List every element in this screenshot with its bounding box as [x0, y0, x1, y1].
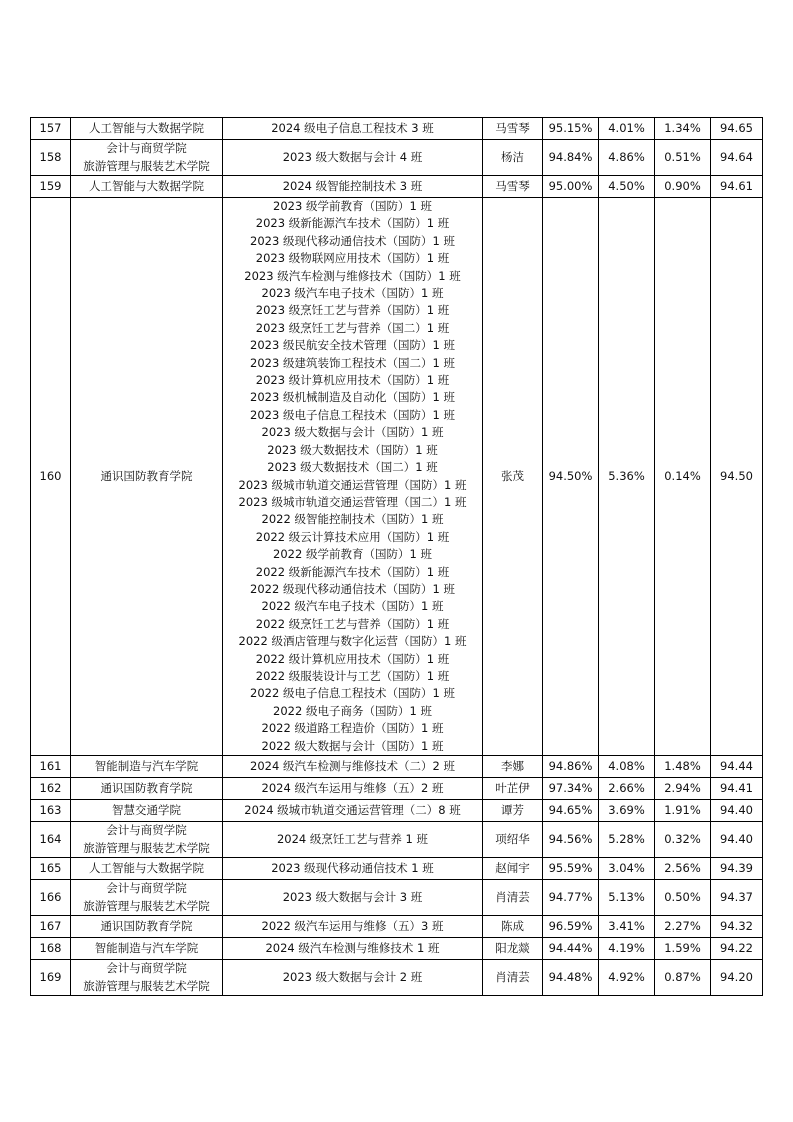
class-cell-line: 2023 级建筑装饰工程技术（国二）1 班 [250, 355, 455, 370]
rate-b-cell: 5.28% [599, 822, 655, 858]
class-cell-line: 2023 级汽车检测与维修技术（国防）1 班 [244, 268, 461, 283]
table-row [31, 756, 763, 778]
college-cell-line: 人工智能与大数据学院 [89, 178, 204, 193]
score-cell: 94.39 [711, 858, 763, 880]
college-cell-line: 智慧交通学院 [112, 802, 181, 817]
rank-cell: 160 [31, 198, 71, 756]
class-cell-line: 2022 级新能源汽车技术（国防）1 班 [255, 564, 450, 579]
class-cell-line: 2024 级汽车检测与维修技术（二）2 班 [250, 758, 455, 773]
class-cell-line: 2024 级智能控制技术 3 班 [282, 178, 423, 193]
rate-a-cell: 95.15% [543, 118, 599, 140]
rate-b-cell: 4.92% [599, 960, 655, 996]
class-cell [223, 800, 483, 822]
table-row [31, 118, 763, 140]
rate-b-cell: 4.19% [599, 938, 655, 960]
rate-b-cell: 4.50% [599, 176, 655, 198]
rate-b-cell: 4.08% [599, 756, 655, 778]
rate-a-cell: 94.44% [543, 938, 599, 960]
rank-cell: 169 [31, 960, 71, 996]
rate-c-cell: 2.56% [655, 858, 711, 880]
table-row [31, 176, 763, 198]
class-cell [223, 756, 483, 778]
college-cell-line: 通识国防教育学院 [100, 780, 193, 795]
class-cell-line: 2023 级大数据与会计 4 班 [282, 149, 423, 164]
class-cell-line: 2023 级大数据与会计（国防）1 班 [261, 425, 444, 440]
class-cell-line: 2022 级智能控制技术（国防）1 班 [261, 512, 444, 527]
college-cell-line: 旅游管理与服装艺术学院 [83, 898, 210, 913]
rank-cell: 166 [31, 880, 71, 916]
rate-c-cell: 1.48% [655, 756, 711, 778]
ranking-table [30, 117, 763, 996]
rate-c-cell: 2.27% [655, 916, 711, 938]
teacher-cell: 赵闻宇 [483, 858, 543, 880]
score-cell: 94.37 [711, 880, 763, 916]
rate-c-cell: 1.91% [655, 800, 711, 822]
college-cell [71, 118, 223, 140]
class-cell-line: 2022 级服装设计与工艺（国防）1 班 [255, 668, 450, 683]
rate-a-cell: 94.56% [543, 822, 599, 858]
rate-c-cell: 0.87% [655, 960, 711, 996]
class-cell-line: 2023 级大数据技术（国二）1 班 [267, 460, 438, 475]
class-cell [223, 858, 483, 880]
table-row [31, 938, 763, 960]
rate-a-cell: 95.00% [543, 176, 599, 198]
college-cell-line: 人工智能与大数据学院 [89, 120, 204, 135]
class-cell-line: 2023 级机械制造及自动化（国防）1 班 [250, 390, 455, 405]
class-cell-line: 2024 级电子信息工程技术 3 班 [271, 120, 434, 135]
score-cell: 94.44 [711, 756, 763, 778]
college-cell [71, 198, 223, 756]
class-cell-line: 2023 级现代移动通信技术（国防）1 班 [250, 233, 455, 248]
college-cell [71, 778, 223, 800]
teacher-cell: 肖清芸 [483, 880, 543, 916]
college-cell-line: 通识国防教育学院 [100, 918, 193, 933]
rate-c-cell: 0.32% [655, 822, 711, 858]
table-row [31, 880, 763, 916]
class-cell [223, 960, 483, 996]
rank-cell: 162 [31, 778, 71, 800]
college-cell-line: 会计与商贸学院 [106, 961, 187, 976]
teacher-cell: 项绍华 [483, 822, 543, 858]
class-cell-line: 2023 级新能源汽车技术（国防）1 班 [255, 216, 450, 231]
college-cell-line: 智能制造与汽车学院 [94, 940, 199, 955]
college-cell [71, 756, 223, 778]
teacher-cell: 肖清芸 [483, 960, 543, 996]
college-cell [71, 938, 223, 960]
class-cell-line: 2022 级电子信息工程技术（国防）1 班 [250, 686, 455, 701]
rate-b-cell: 5.13% [599, 880, 655, 916]
college-cell-line: 旅游管理与服装艺术学院 [83, 978, 210, 993]
college-cell-line: 会计与商贸学院 [106, 823, 187, 838]
rate-a-cell: 94.48% [543, 960, 599, 996]
class-cell [223, 778, 483, 800]
score-cell: 94.22 [711, 938, 763, 960]
college-cell-line: 智能制造与汽车学院 [94, 758, 199, 773]
table-row [31, 858, 763, 880]
class-cell [223, 176, 483, 198]
class-cell-line: 2022 级电子商务（国防）1 班 [273, 703, 432, 718]
college-cell-line: 会计与商贸学院 [106, 141, 187, 156]
table-row [31, 800, 763, 822]
rate-a-cell: 95.59% [543, 858, 599, 880]
class-cell-line: 2023 级物联网应用技术（国防）1 班 [255, 251, 450, 266]
class-cell-line: 2024 级城市轨道交通运营管理（二）8 班 [244, 802, 461, 817]
rate-a-cell: 94.77% [543, 880, 599, 916]
score-cell: 94.41 [711, 778, 763, 800]
score-cell: 94.20 [711, 960, 763, 996]
score-cell: 94.64 [711, 140, 763, 176]
rank-cell: 167 [31, 916, 71, 938]
class-cell-line: 2022 级汽车电子技术（国防）1 班 [261, 599, 444, 614]
class-cell-line: 2023 级现代移动通信技术 1 班 [271, 860, 434, 875]
class-cell-line: 2023 级民航安全技术管理（国防）1 班 [250, 338, 455, 353]
rate-c-cell: 1.34% [655, 118, 711, 140]
class-cell-line: 2024 级汽车检测与维修技术 1 班 [265, 940, 440, 955]
teacher-cell: 李娜 [483, 756, 543, 778]
rate-b-cell: 3.69% [599, 800, 655, 822]
class-cell-line: 2022 级酒店管理与数字化运营（国防）1 班 [238, 634, 467, 649]
class-cell [223, 198, 483, 756]
college-cell-line: 人工智能与大数据学院 [89, 860, 204, 875]
college-cell [71, 960, 223, 996]
rank-cell: 159 [31, 176, 71, 198]
class-cell [223, 880, 483, 916]
rank-cell: 164 [31, 822, 71, 858]
class-cell-line: 2023 级计算机应用技术（国防）1 班 [255, 373, 450, 388]
teacher-cell: 张茂 [483, 198, 543, 756]
table-row [31, 916, 763, 938]
rate-a-cell: 94.50% [543, 198, 599, 756]
table-row [31, 822, 763, 858]
class-cell-line: 2023 级大数据技术（国防）1 班 [267, 442, 438, 457]
score-cell: 94.61 [711, 176, 763, 198]
score-cell: 94.50 [711, 198, 763, 756]
rate-a-cell: 94.84% [543, 140, 599, 176]
rate-b-cell: 4.86% [599, 140, 655, 176]
college-cell-line: 会计与商贸学院 [106, 881, 187, 896]
rate-a-cell: 94.65% [543, 800, 599, 822]
score-cell: 94.65 [711, 118, 763, 140]
class-cell [223, 118, 483, 140]
rank-cell: 157 [31, 118, 71, 140]
rate-c-cell: 1.59% [655, 938, 711, 960]
class-cell-line: 2023 级城市轨道交通运营管理（国二）1 班 [238, 494, 467, 509]
class-cell-line: 2023 级大数据与会计 2 班 [282, 969, 423, 984]
table-row [31, 960, 763, 996]
class-cell-line: 2023 级城市轨道交通运营管理（国防）1 班 [238, 477, 467, 492]
rate-c-cell: 0.50% [655, 880, 711, 916]
class-cell-line: 2023 级烹饪工艺与营养（国防）1 班 [255, 303, 450, 318]
table-row [31, 198, 763, 756]
college-cell [71, 822, 223, 858]
class-cell [223, 822, 483, 858]
rate-b-cell: 2.66% [599, 778, 655, 800]
rate-b-cell: 5.36% [599, 198, 655, 756]
class-cell-line: 2022 级学前教育（国防）1 班 [273, 547, 432, 562]
class-cell-line: 2023 级汽车电子技术（国防）1 班 [261, 286, 444, 301]
college-cell [71, 916, 223, 938]
college-cell [71, 176, 223, 198]
score-cell: 94.32 [711, 916, 763, 938]
rate-b-cell: 3.04% [599, 858, 655, 880]
rate-c-cell: 2.94% [655, 778, 711, 800]
class-cell-line: 2023 级烹饪工艺与营养（国二）1 班 [255, 320, 450, 335]
rate-c-cell: 0.51% [655, 140, 711, 176]
rate-c-cell: 0.90% [655, 176, 711, 198]
class-cell-line: 2022 级道路工程造价（国防）1 班 [261, 721, 444, 736]
table-row [31, 778, 763, 800]
class-cell [223, 140, 483, 176]
teacher-cell: 阳龙燚 [483, 938, 543, 960]
score-cell: 94.40 [711, 822, 763, 858]
class-cell-line: 2022 级计算机应用技术（国防）1 班 [255, 651, 450, 666]
rate-c-cell: 0.14% [655, 198, 711, 756]
rank-cell: 163 [31, 800, 71, 822]
class-cell-line: 2023 级电子信息工程技术（国防）1 班 [250, 407, 455, 422]
rate-a-cell: 96.59% [543, 916, 599, 938]
class-cell-line: 2024 级汽车运用与维修（五）2 班 [261, 780, 444, 795]
college-cell [71, 800, 223, 822]
class-cell-line: 2022 级大数据与会计（国防）1 班 [261, 738, 444, 753]
rank-cell: 161 [31, 756, 71, 778]
rank-cell: 168 [31, 938, 71, 960]
rate-b-cell: 4.01% [599, 118, 655, 140]
teacher-cell: 叶芷伊 [483, 778, 543, 800]
rank-cell: 158 [31, 140, 71, 176]
class-cell-line: 2023 级大数据与会计 3 班 [282, 889, 423, 904]
rate-b-cell: 3.41% [599, 916, 655, 938]
table-row [31, 140, 763, 176]
rank-cell: 165 [31, 858, 71, 880]
college-cell-line: 旅游管理与服装艺术学院 [83, 840, 210, 855]
class-cell-line: 2023 级学前教育（国防）1 班 [273, 199, 432, 213]
teacher-cell: 陈成 [483, 916, 543, 938]
rate-a-cell: 94.86% [543, 756, 599, 778]
teacher-cell: 马雪琴 [483, 118, 543, 140]
teacher-cell: 马雪琴 [483, 176, 543, 198]
teacher-cell: 谭芳 [483, 800, 543, 822]
class-cell-line: 2022 级烹饪工艺与营养（国防）1 班 [255, 616, 450, 631]
college-cell [71, 140, 223, 176]
class-cell-line: 2022 级现代移动通信技术（国防）1 班 [250, 581, 455, 596]
college-cell [71, 880, 223, 916]
class-cell [223, 938, 483, 960]
teacher-cell: 杨洁 [483, 140, 543, 176]
college-cell [71, 858, 223, 880]
college-cell-line: 旅游管理与服装艺术学院 [83, 158, 210, 173]
score-cell: 94.40 [711, 800, 763, 822]
college-cell-line: 通识国防教育学院 [100, 468, 193, 483]
rate-a-cell: 97.34% [543, 778, 599, 800]
table-body [31, 118, 763, 996]
class-cell-line: 2022 级汽车运用与维修（五）3 班 [261, 918, 444, 933]
class-cell-line: 2024 级烹饪工艺与营养 1 班 [276, 831, 429, 846]
class-cell-line: 2022 级云计算技术应用（国防）1 班 [255, 529, 450, 544]
class-cell [223, 916, 483, 938]
